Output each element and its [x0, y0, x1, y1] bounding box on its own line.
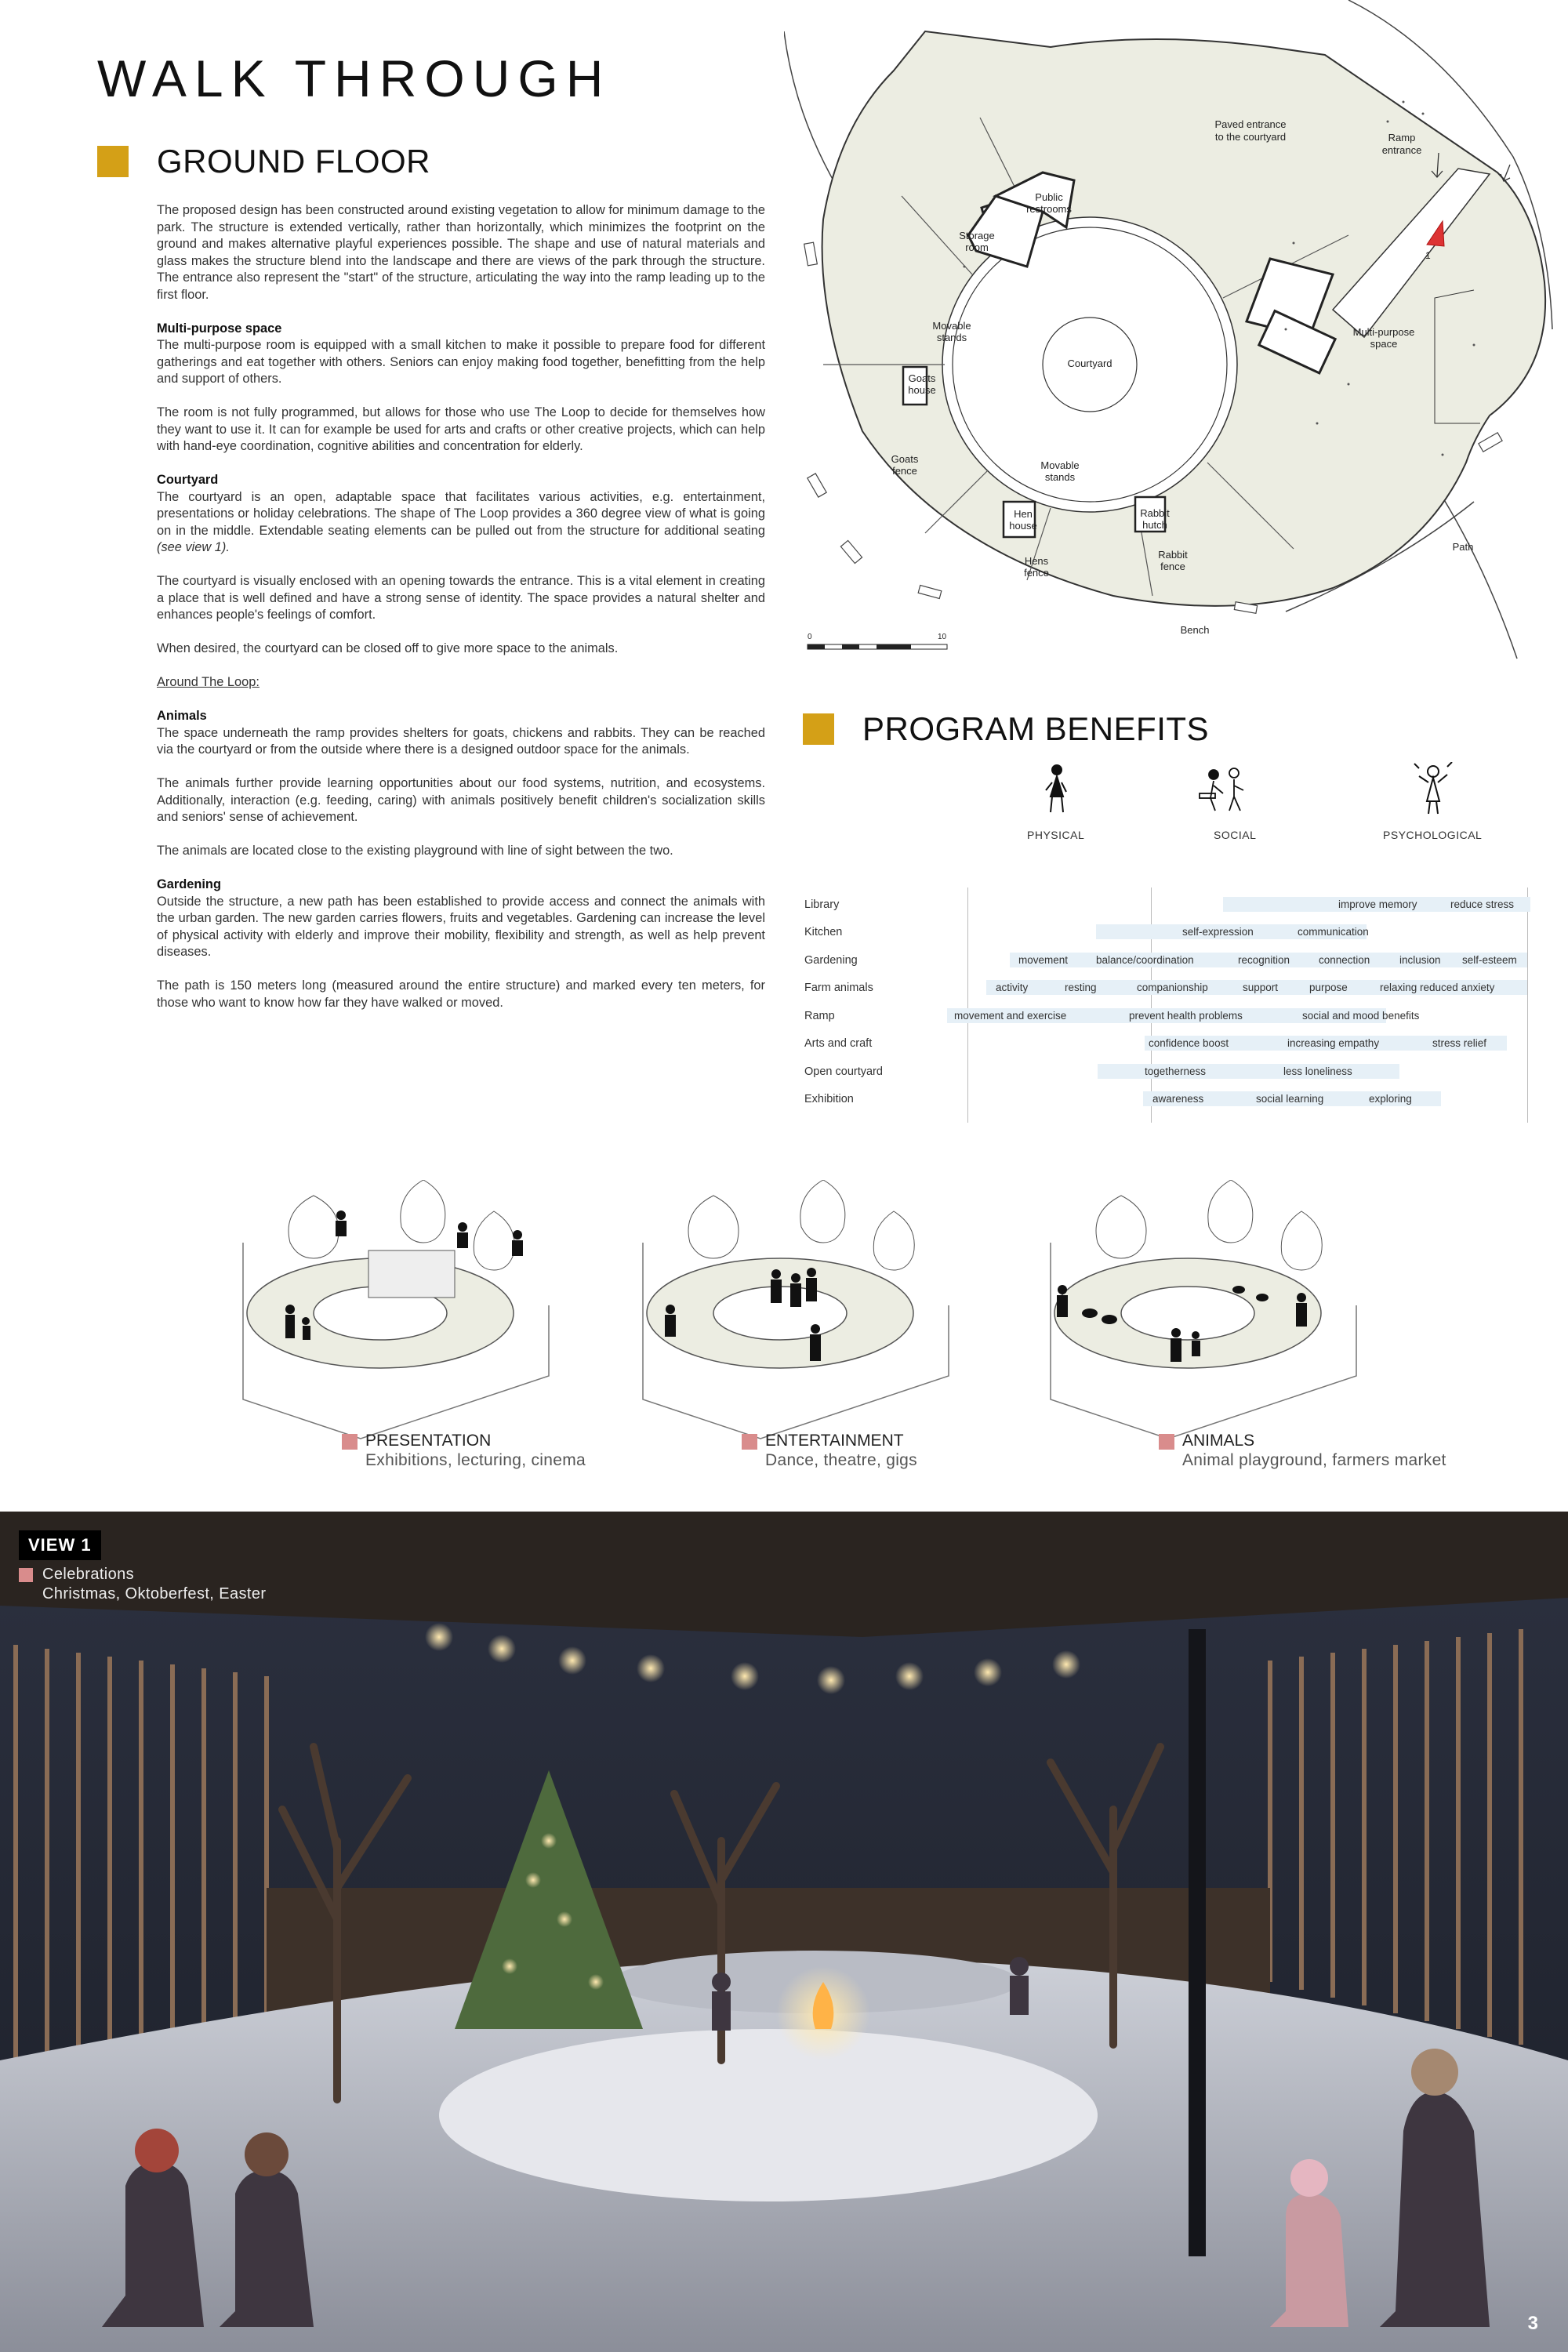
- scenario-illustrations: [235, 1180, 1411, 1443]
- benefit-tag: reduce stress: [1450, 898, 1515, 910]
- benefit-tag: recognition: [1238, 954, 1290, 966]
- movable-stands-label-2: Movable stands: [1040, 459, 1080, 483]
- legend-presentation: PRESENTATION Exhibitions, lecturing, cinema: [342, 1432, 586, 1471]
- multipurpose-p2: The room is not fully programmed, but allows for those who use The Loop to decide for themselves how they want to use it. It can for example be used for arts and crafts or other creative projects, which can help with hand-eye coordination, cognitive abilities and concentration for elderly.: [157, 405, 765, 453]
- view-badge: VIEW 1: [19, 1530, 101, 1560]
- gardening-p2: The path is 150 meters long (measured around the entire structure) and marked every ten meters, for those who want to know how far they have walked or moved.: [157, 978, 765, 1010]
- benefit-tag: communication: [1298, 926, 1369, 938]
- rabbit-hutch-label: Rabbit hutch: [1140, 507, 1170, 531]
- psychological-figure-icon: [1414, 762, 1452, 814]
- benefit-tag: less loneliness: [1283, 1065, 1352, 1077]
- hen-house-label: Hen house: [1009, 508, 1037, 532]
- accent-square: [803, 713, 834, 745]
- public-restrooms-label: Public restrooms: [1026, 191, 1072, 215]
- animals-scenario: [1051, 1180, 1356, 1439]
- view-marker-label: 1: [1425, 250, 1431, 261]
- physical-figure-icon: [1046, 765, 1066, 812]
- row-label: Library: [804, 898, 840, 911]
- row-label: Gardening: [804, 954, 858, 967]
- animals-p1: The space underneath the ramp provides shelters for goats, chickens and rabbits. They can be reached via the courtyard or from the outside where there is a designed outdoor space for the animals.: [157, 725, 765, 757]
- movable-stands-label-1: Movable stands: [932, 320, 971, 343]
- around-loop-heading: Around The Loop:: [157, 675, 260, 689]
- benefit-tag: improve memory: [1338, 898, 1417, 910]
- category-social: SOCIAL: [1214, 829, 1257, 841]
- row-label: Kitchen: [804, 926, 843, 938]
- legend-swatch: [342, 1434, 358, 1450]
- courtyard-p2: The courtyard is visually enclosed with an opening towards the entrance. This is a vital element in creating a place that is well defined and have a strong sense of identity. The space provides a natural shelter and enhances people's feelings of comfort.: [157, 574, 765, 622]
- page-title: WALK THROUGH: [97, 49, 612, 107]
- program-benefits-heading: PROGRAM BENEFITS: [803, 710, 1209, 748]
- category-physical: PHYSICAL: [1027, 829, 1085, 841]
- benefit-tag: awareness: [1152, 1093, 1204, 1105]
- storage-room-label: Storage room: [959, 230, 995, 253]
- page-number: 3: [1527, 2313, 1538, 2334]
- row-label: Farm animals: [804, 982, 873, 994]
- svg-text:10: 10: [938, 633, 947, 641]
- benefit-tag: inclusion: [1399, 954, 1441, 966]
- presentation-scenario: [243, 1180, 549, 1439]
- row-label: Ramp: [804, 1010, 835, 1022]
- benefit-tag: activity: [996, 982, 1029, 993]
- legend-swatch: [1159, 1434, 1174, 1450]
- social-figures-icon: [1200, 768, 1243, 811]
- rabbit-fence-label: Rabbit fence: [1158, 549, 1188, 572]
- benefit-tag: connection: [1319, 954, 1370, 966]
- ramp-entrance-label: Ramp entrance: [1381, 132, 1422, 156]
- view-title: Celebrations: [42, 1566, 135, 1583]
- ground-floor-text: [157, 202, 765, 1029]
- path-label: Path: [1452, 541, 1474, 553]
- goats-fence-label: Goats fence: [891, 453, 919, 477]
- benefit-tag: confidence boost: [1149, 1037, 1229, 1049]
- benefit-tag: togetherness: [1145, 1065, 1207, 1077]
- bench-label: Bench: [1180, 624, 1210, 636]
- animals-heading: Animals: [157, 709, 207, 723]
- benefit-tag: balance/coordination: [1096, 954, 1194, 966]
- multipurpose-heading: Multi-purpose space: [157, 321, 282, 336]
- benefit-tag: movement: [1018, 954, 1069, 966]
- legend-entertainment: ENTERTAINMENT Dance, theatre, gigs: [742, 1432, 917, 1471]
- legend-swatch: [19, 1568, 33, 1582]
- ground-floor-heading: GROUND FLOOR: [97, 143, 430, 180]
- multipurpose-p1: The multi-purpose room is equipped with a small kitchen to make it possible to prepare food for different gatherings and eat together with others. Seniors can enjoy making food together, benefitting from the help and support of others.: [157, 338, 765, 386]
- benefit-tag: purpose: [1309, 982, 1348, 993]
- courtyard-heading: Courtyard: [157, 473, 219, 487]
- benefit-tag: movement and exercise: [954, 1010, 1067, 1022]
- animals-p3: The animals are located close to the existing playground with line of sight between the two.: [157, 844, 673, 858]
- gardening-p1: Outside the structure, a new path has been established to provide access and connect the animals with the urban garden. The new garden carries flowers, fruits and vegetables. Gardening can increase the level of physical activity with elderly and improve their mobility, flexibility and strength, as well as help prevent diseases.: [157, 894, 765, 959]
- gardening-heading: Gardening: [157, 877, 221, 891]
- multipurpose-label: Multi-purpose space: [1352, 326, 1415, 350]
- animals-p2: The animals further provide learning opportunities about our food systems, nutrition, and ecosystems. Additionally, interaction (e.g. feeding, caring) with animals positively benefit children's socialization skills and seniors' sense of achievement.: [157, 776, 765, 824]
- accent-square: [97, 146, 129, 177]
- benefit-tag: social learning: [1256, 1093, 1324, 1105]
- courtyard-p3: When desired, the courtyard can be closed off to give more space to the animals.: [157, 641, 619, 655]
- courtyard-label: Courtyard: [1067, 358, 1112, 369]
- benefits-table: [800, 884, 1529, 1120]
- view-subtitle: Christmas, Oktoberfest, Easter: [42, 1585, 267, 1602]
- legend-swatch: [742, 1434, 757, 1450]
- intro-paragraph: The proposed design has been constructed around existing vegetation to allow for minimum damage to the park. The structure is extended vertically, rather than horizontally, which minimizes the footprint on the ground and makes alternative playful experiences possible. The shape and use of natural materials and glass makes the structure blend into the landscape and there are views of the park through the structure. The entrance also represent the "start" of the structure, articulating the way into the ramp leading up to the first floor.: [157, 203, 765, 302]
- benefit-tag: self-esteem: [1462, 954, 1517, 966]
- row-label: Open courtyard: [804, 1065, 883, 1078]
- scale-bar: [808, 633, 947, 649]
- benefit-tag: self-expression: [1182, 926, 1254, 938]
- benefit-tag: prevent health problems: [1129, 1010, 1243, 1022]
- svg-text:0: 0: [808, 633, 812, 641]
- courtyard-p1: The courtyard is an open, adaptable space that facilitates various activities, e.g. entertainment, presentations or holiday celebrations. The shape of The Loop provides a 360 degree view of what is going on in the middle. Extendable seating elements can be pulled out from the structure for additional seating (see view 1).: [157, 489, 765, 554]
- benefit-tag: support: [1243, 982, 1279, 993]
- benefit-tag: stress relief: [1432, 1037, 1487, 1049]
- entertainment-scenario: [643, 1180, 949, 1439]
- paved-entrance-label: Paved entrance to the courtyard: [1214, 118, 1287, 143]
- benefit-tag: social and mood benefits: [1302, 1010, 1420, 1022]
- benefit-tag: resting: [1065, 982, 1097, 993]
- goats-house-label: Goats house: [908, 372, 936, 396]
- benefit-tag: exploring: [1369, 1093, 1412, 1105]
- legend-animals: ANIMALS Animal playground, farmers market: [1159, 1432, 1446, 1471]
- view-legend: [19, 1565, 266, 1604]
- row-label: Exhibition: [804, 1093, 854, 1105]
- benefit-tag: companionship: [1137, 982, 1208, 993]
- benefit-tag: increasing empathy: [1287, 1037, 1380, 1049]
- hens-fence-label: Hens fence: [1024, 555, 1049, 579]
- category-psychological: PSYCHOLOGICAL: [1383, 829, 1483, 841]
- row-label: Arts and craft: [804, 1037, 873, 1050]
- ground-floor-plan: [784, 0, 1568, 690]
- view-1-render: [0, 1512, 1568, 2352]
- benefit-tag: relaxing reduced anxiety: [1380, 982, 1495, 993]
